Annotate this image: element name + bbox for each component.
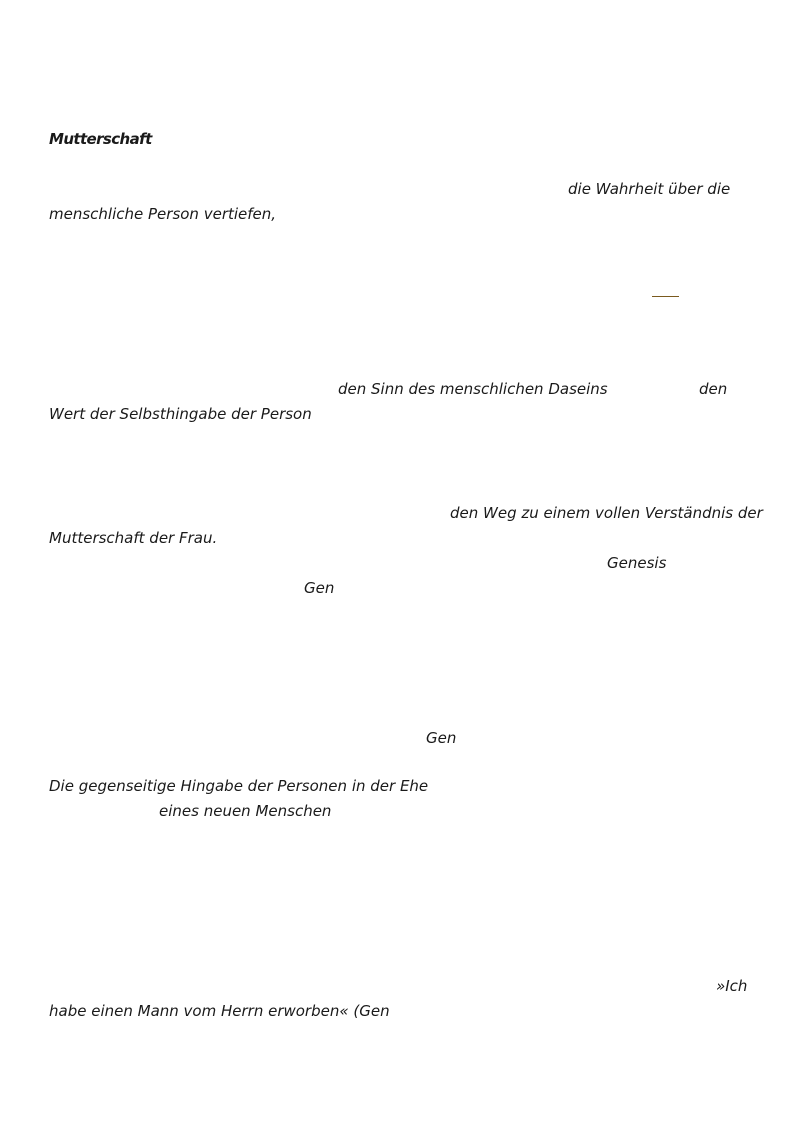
text-fragment: Genesis bbox=[607, 554, 667, 572]
text-fragment: Die gegenseitige Hingabe der Personen in der Ehe bbox=[49, 777, 429, 795]
text-fragment: Gen bbox=[426, 729, 457, 747]
text-fragment: den Weg zu einem vollen Verständnis der bbox=[450, 504, 763, 522]
text-fragment: den Sinn des menschlichen Daseins bbox=[338, 380, 608, 398]
footnote-marker-line bbox=[652, 296, 679, 297]
text-fragment: eines neuen Menschen bbox=[159, 802, 332, 820]
section-heading: Mutterschaft bbox=[49, 130, 152, 148]
text-fragment: »Ich bbox=[716, 977, 748, 995]
text-fragment: Gen bbox=[304, 579, 335, 597]
text-fragment: menschliche Person vertiefen, bbox=[49, 205, 277, 223]
text-fragment: die Wahrheit über die bbox=[568, 180, 731, 198]
text-fragment: den bbox=[699, 380, 728, 398]
text-fragment: Wert der Selbsthingabe der Person bbox=[49, 405, 312, 423]
text-fragment: habe einen Mann vom Herrn erworben« (Gen bbox=[49, 1002, 390, 1020]
text-fragment: Mutterschaft der Frau. bbox=[49, 529, 218, 547]
